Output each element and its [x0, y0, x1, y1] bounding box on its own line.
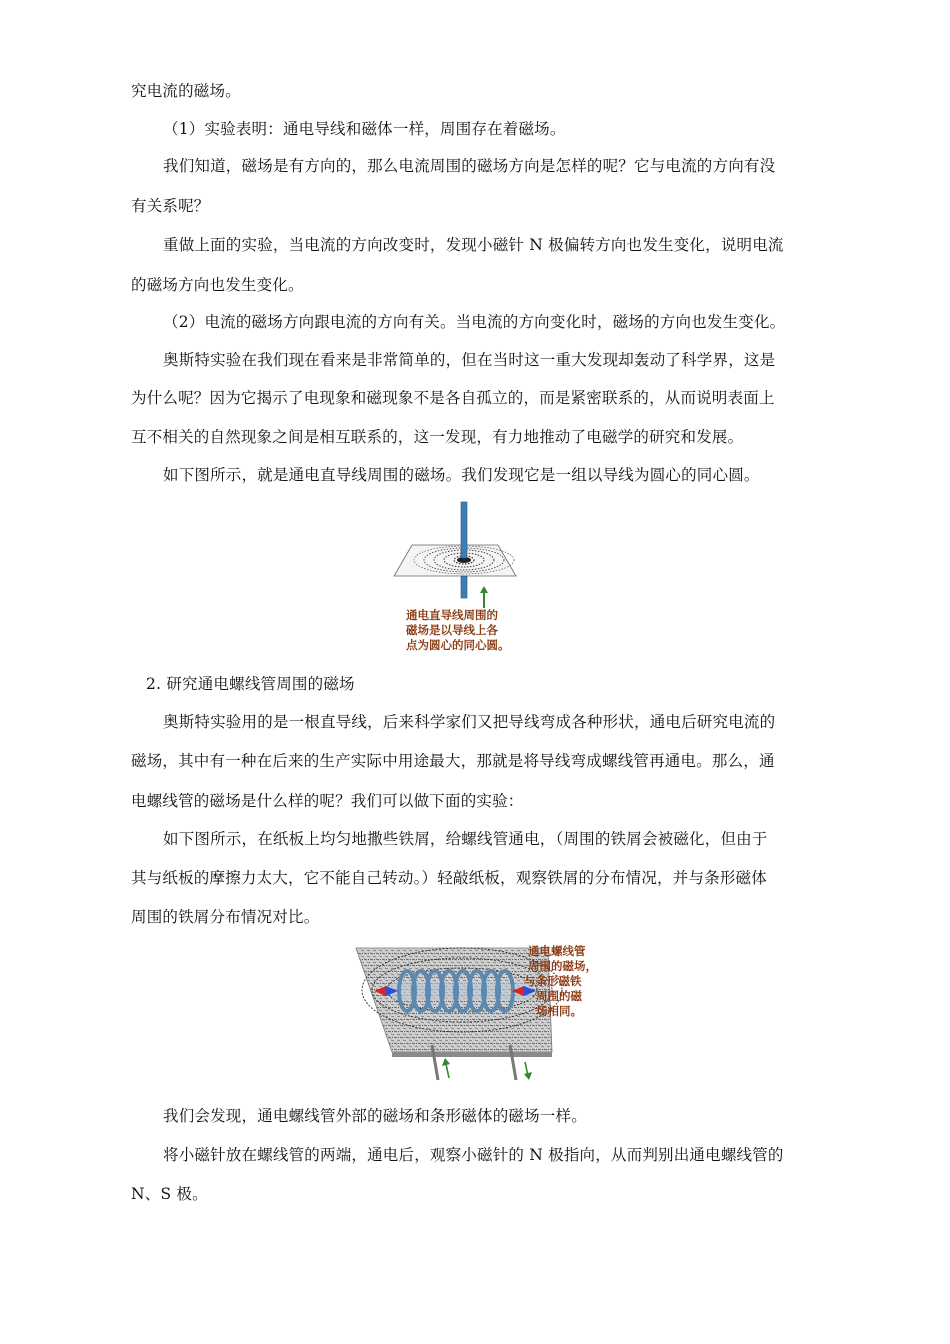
paragraph-question-line2: 有关系呢？: [131, 197, 210, 215]
figure-straight-wire: [388, 500, 518, 660]
paragraph-needle-line1: 将小磁针放在螺线管的两端，通电后，观察小磁针的 N 极指向，从而判别出通电螺线管的: [163, 1146, 784, 1164]
figure2-caption-line: 与条形磁铁: [524, 974, 582, 988]
paragraph-oersted-line2: 为什么呢？因为它揭示了电现象和磁现象不是各自孤立的，而是紧密联系的，从而说明表面上: [131, 389, 775, 407]
paragraph-observation: 我们会发现，通电螺线管外部的磁场和条形磁体的磁场一样。: [163, 1107, 587, 1125]
figure1-caption-line: 磁场是以导线上各: [406, 623, 498, 637]
paragraph-oersted-line3: 互不相关的自然现象之间是相互联系的，这一发现，有力地推动了电磁学的研究和发展。: [131, 428, 744, 446]
paragraph-intro-tail: 究电流的磁场。: [131, 82, 241, 100]
paragraph-experiment-line3: 周围的铁屑分布情况对比。: [131, 908, 320, 926]
section-heading-solenoid: 2. 研究通电螺线管周围的磁场: [146, 675, 355, 693]
paragraph-figure1-intro: 如下图所示，就是通电直导线周围的磁场。我们发现它是一组以导线为圆心的同心圆。: [163, 466, 760, 484]
figure2-caption-line: 通电螺线管: [528, 944, 586, 958]
paragraph-experiment-line1: 如下图所示，在纸板上均匀地撒些铁屑，给螺线管通电，（周围的铁屑会被磁化，但由于: [163, 830, 768, 848]
figure1-caption: [406, 608, 510, 653]
paragraph-solenoid-line2: 磁场，其中有一种在后来的生产实际中用途最大，那就是将导线弯成螺线管再通电。那么，通: [131, 752, 775, 770]
paragraph-repeat-line1: 重做上面的实验，当电流的方向改变时，发现小磁针 N 极偏转方向也发生变化，说明电流: [163, 236, 784, 254]
figure1-caption-line: 点为圆心的同心圆。: [406, 638, 510, 652]
paragraph-needle-line2: N、S 极。: [131, 1185, 208, 1203]
figure2-caption-line: 场相同。: [536, 1004, 582, 1018]
paragraph-oersted-line1: 奥斯特实验在我们现在看来是非常简单的，但在当时这一重大发现却轰动了科学界，这是: [163, 351, 776, 369]
paragraph-solenoid-line3: 电螺线管的磁场是什么样的呢？我们可以做下面的实验：: [131, 792, 524, 810]
paragraph-experiment-line2: 其与纸板的摩擦力太大，它不能自己转动。）轻敲纸板，观察铁屑的分布情况，并与条形磁体: [131, 869, 767, 887]
paragraph-conclusion-2: （2）电流的磁场方向跟电流的方向有关。当电流的方向变化时，磁场的方向也发生变化。: [163, 313, 786, 331]
figure2-caption-line: 周围的磁: [536, 989, 582, 1003]
figure1-caption-line: 通电直导线周围的: [406, 608, 498, 622]
figure2-caption: [524, 944, 597, 1019]
figure2-caption-line: 周围的磁场，: [528, 959, 597, 973]
paragraph-repeat-line2: 的磁场方向也发生变化。: [131, 276, 304, 294]
paragraph-question-line1: 我们知道，磁场是有方向的，那么电流周围的磁场方向是怎样的呢？它与电流的方向有没: [163, 157, 776, 175]
paragraph-conclusion-1: （1）实验表明：通电导线和磁体一样，周围存在着磁场。: [163, 120, 566, 138]
paragraph-solenoid-line1: 奥斯特实验用的是一根直导线，后来科学家们又把导线弯成各种形状，通电后研究电流的: [163, 713, 776, 731]
figure-solenoid: [352, 940, 597, 1085]
